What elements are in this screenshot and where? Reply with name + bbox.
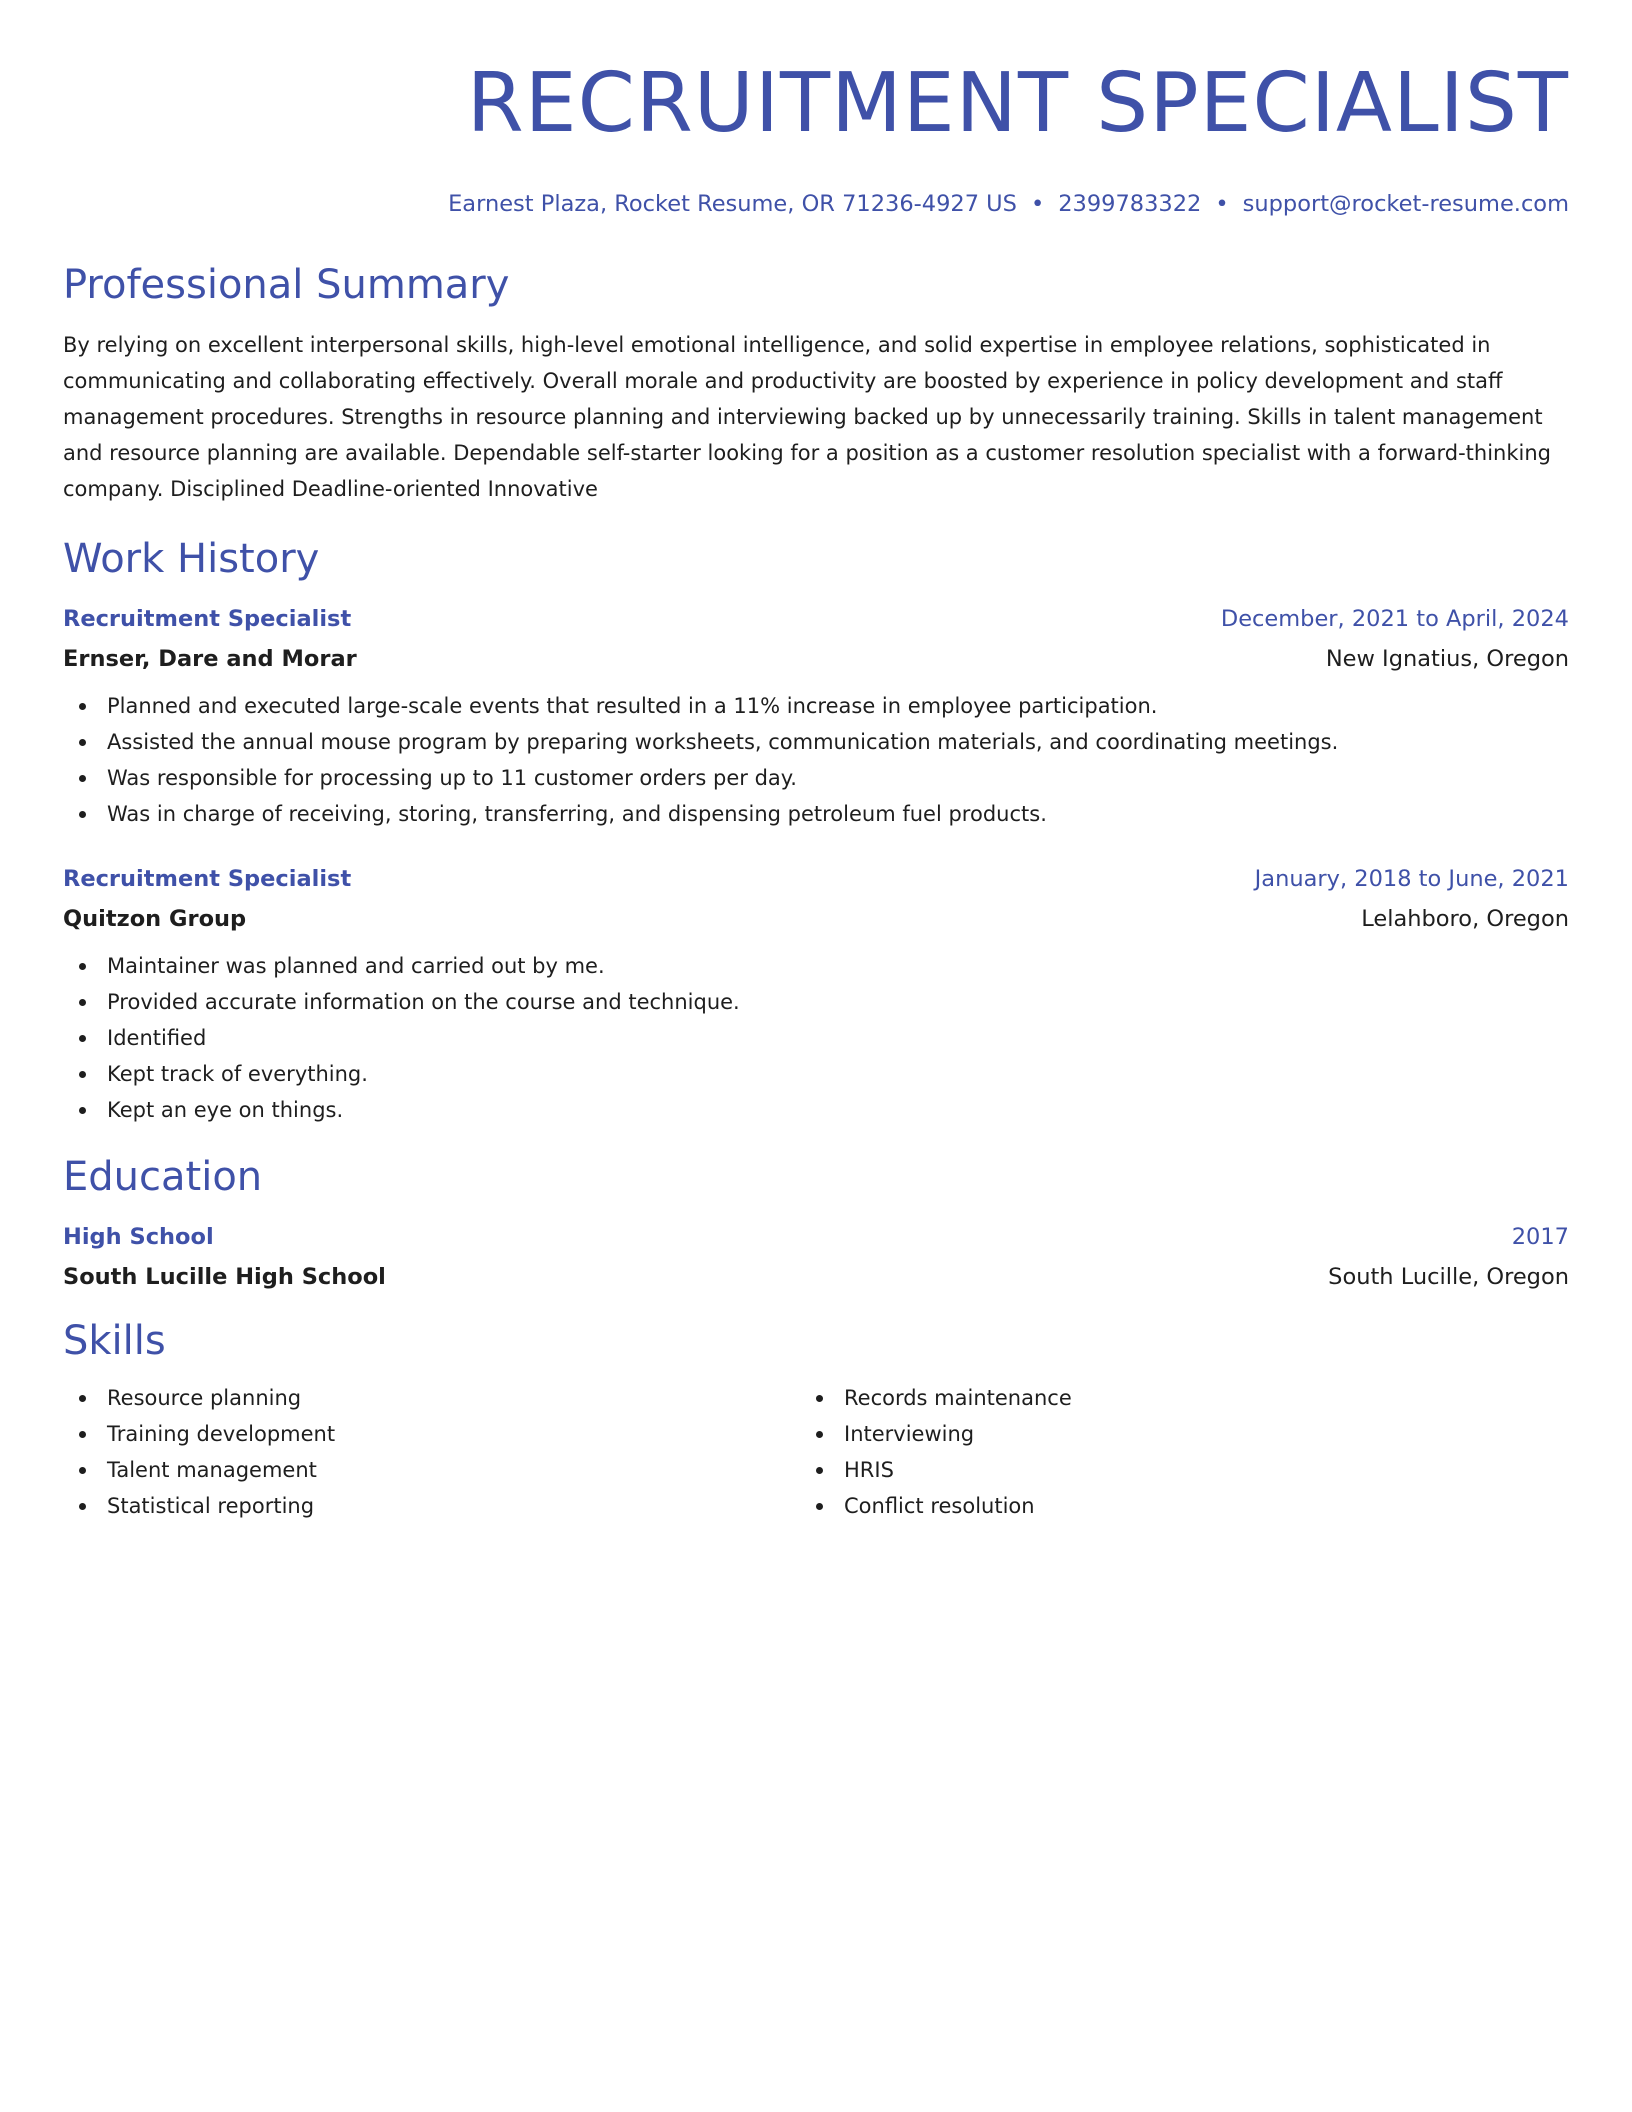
- job-location: New Ignatius, Oregon: [1325, 646, 1569, 672]
- section-heading-summary: Professional Summary: [63, 262, 510, 308]
- job-entry: [63, 864, 1569, 1128]
- education-year: 2017: [1511, 1224, 1569, 1250]
- job-dates: January, 2018 to June, 2021: [1254, 866, 1569, 892]
- job-title-row: [63, 864, 1569, 894]
- work-history-section: [63, 534, 1569, 1128]
- skill-item: Statistical reporting: [63, 1488, 800, 1524]
- education-degree: High School: [63, 1224, 214, 1250]
- skill-item: Training development: [63, 1416, 800, 1452]
- job-bullet: Identified: [63, 1020, 1569, 1056]
- section-heading-education: Education: [63, 1154, 263, 1200]
- contact-line: [63, 188, 1569, 220]
- job-company: Quitzon Group: [63, 906, 247, 932]
- skills-section: [63, 1316, 1569, 1524]
- job-company: Ernser, Dare and Morar: [63, 646, 357, 672]
- education-section: [63, 1152, 1569, 1292]
- job-bullets: [63, 688, 1569, 832]
- job-entry: [63, 604, 1569, 832]
- education-school-row: [63, 1262, 1569, 1292]
- job-location: Lelahboro, Oregon: [1361, 906, 1569, 932]
- skill-item: Records maintenance: [800, 1380, 1537, 1416]
- professional-summary-section: [63, 260, 1569, 507]
- contact-separator: •: [1030, 191, 1045, 217]
- section-heading-skills: Skills: [63, 1318, 166, 1364]
- skills-column-left: [63, 1380, 800, 1524]
- contact-email: support@rocket-resume.com: [1242, 191, 1569, 217]
- resume-title: RECRUITMENT SPECIALIST: [466, 56, 1569, 151]
- summary-text: By relying on excellent interpersonal skills, high-level emotional intelligence, and solid expertise in employee relations, sophisticated in communicating and collaborating effectively. Overall morale and productivity are boosted by experience in policy development and staff management procedures. Strengths in resource planning and interviewing backed up by unnecessarily training. Skills in talent management and resource planning are available. Dependable self-starter looking for a position as a customer resolution specialist with a forward-thinking company. Disciplined Deadline-oriented Innovative: [63, 333, 1551, 501]
- skill-item: Talent management: [63, 1452, 800, 1488]
- job-bullet: Assisted the annual mouse program by preparing worksheets, communication materials, and coordinating meetings.: [63, 724, 1569, 760]
- section-heading-work: Work History: [63, 536, 320, 582]
- contact-separator: •: [1215, 191, 1229, 217]
- job-company-row: [63, 644, 1569, 674]
- job-bullets: [63, 948, 1569, 1128]
- job-bullet: Maintainer was planned and carried out by me.: [63, 948, 1569, 984]
- job-title: Recruitment Specialist: [63, 606, 352, 632]
- skill-item: Resource planning: [63, 1380, 800, 1416]
- job-bullet: Kept an eye on things.: [63, 1092, 1569, 1128]
- job-bullet: Provided accurate information on the course and technique.: [63, 984, 1569, 1020]
- job-bullet: Was in charge of receiving, storing, transferring, and dispensing petroleum fuel products.: [63, 796, 1569, 832]
- skills-grid: [63, 1380, 1569, 1524]
- skill-item: Interviewing: [800, 1416, 1537, 1452]
- skill-item: HRIS: [800, 1452, 1537, 1488]
- skill-item: Conflict resolution: [800, 1488, 1537, 1524]
- education-degree-row: [63, 1222, 1569, 1252]
- job-bullet: Was responsible for processing up to 11 customer orders per day.: [63, 760, 1569, 796]
- skills-column-right: [800, 1380, 1537, 1524]
- contact-phone: 2399783322: [1058, 191, 1202, 217]
- job-title: Recruitment Specialist: [63, 866, 352, 892]
- job-bullet: Kept track of everything.: [63, 1056, 1569, 1092]
- contact-address: Earnest Plaza, Rocket Resume, OR 71236-4927 US: [448, 191, 1017, 217]
- education-location: South Lucille, Oregon: [1328, 1264, 1569, 1290]
- job-title-row: [63, 604, 1569, 634]
- job-company-row: [63, 904, 1569, 934]
- job-dates: December, 2021 to April, 2024: [1220, 606, 1569, 632]
- education-school: South Lucille High School: [63, 1264, 386, 1290]
- job-bullet: Planned and executed large-scale events that resulted in a 11% increase in employee participation.: [63, 688, 1569, 724]
